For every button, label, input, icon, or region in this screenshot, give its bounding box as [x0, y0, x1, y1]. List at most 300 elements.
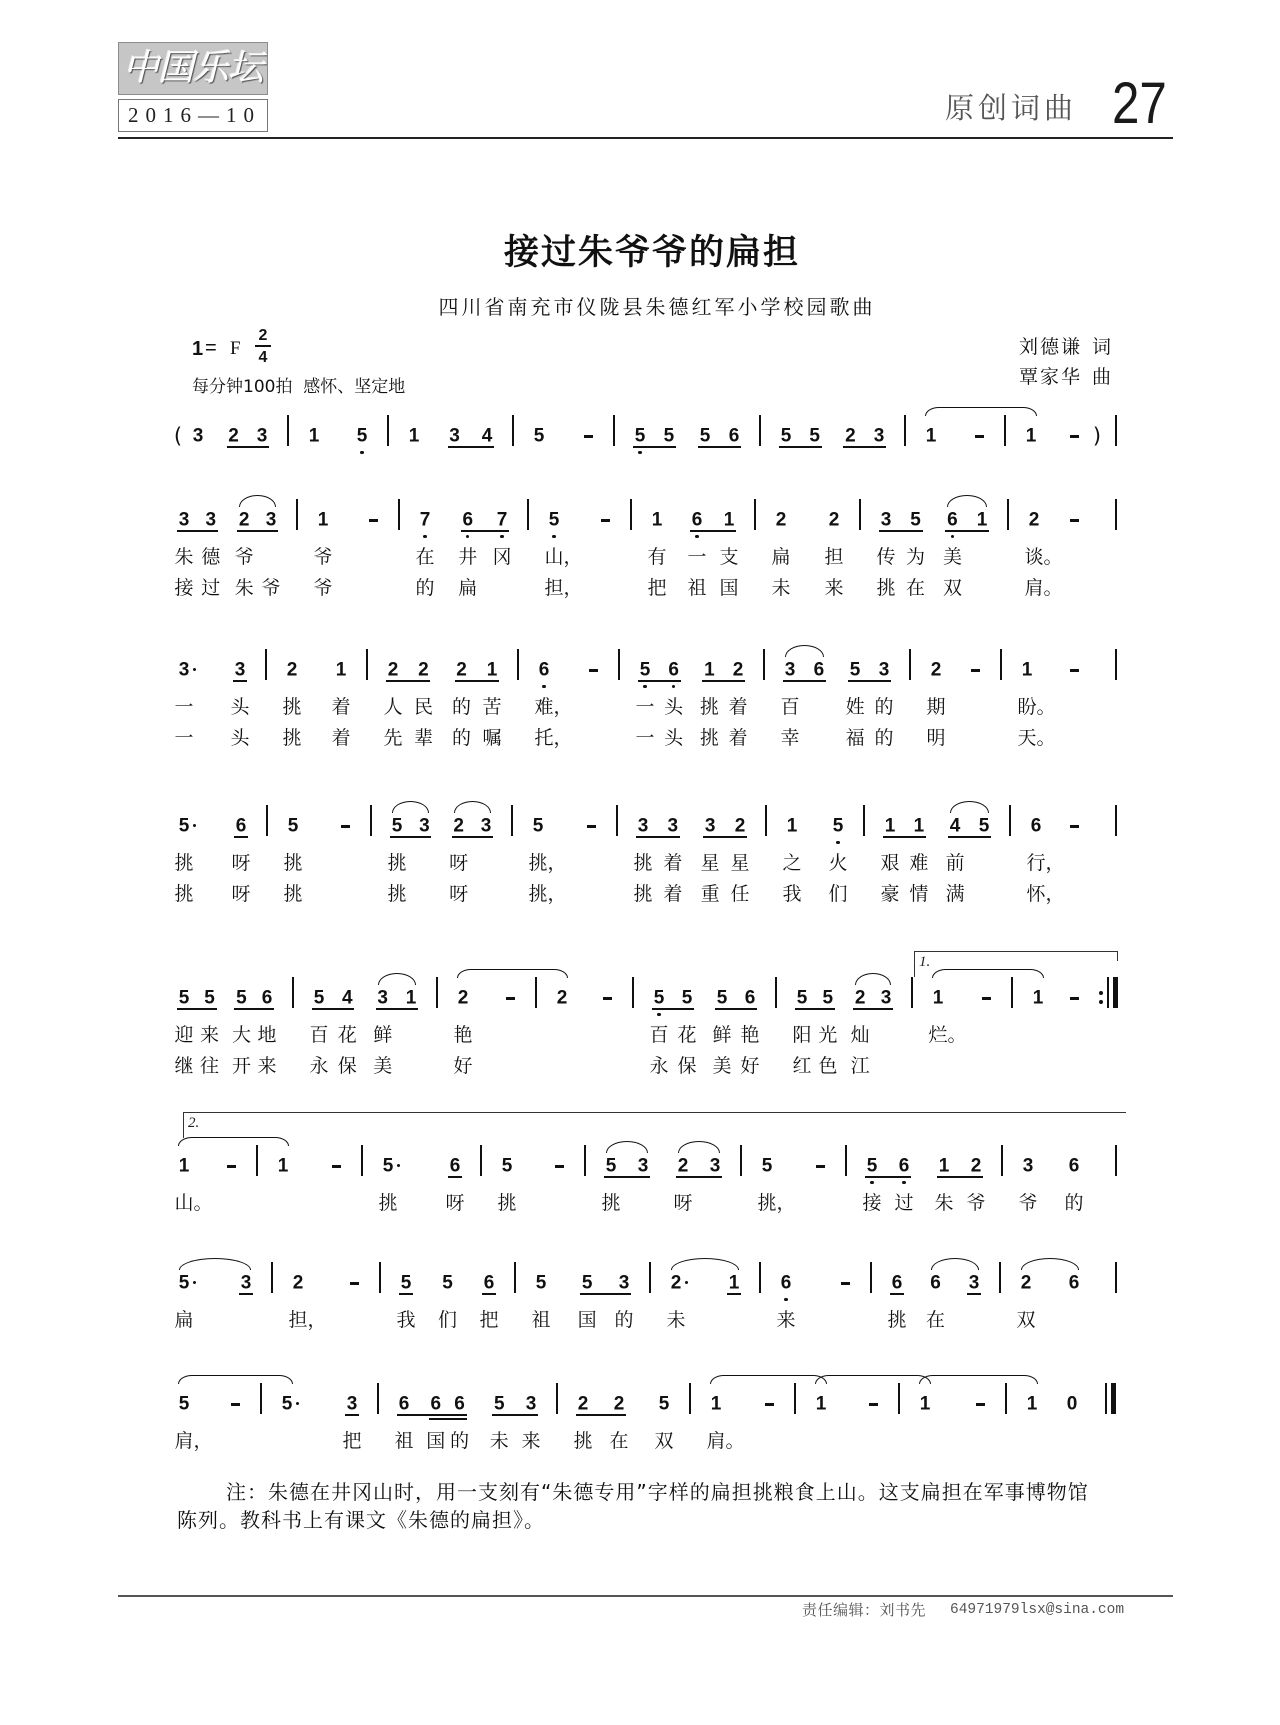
barline: [265, 649, 267, 680]
lyric-syllable: 辈: [413, 727, 433, 749]
eighth-underline: [865, 1176, 911, 1178]
augmentation-dot: [296, 1402, 299, 1405]
eighth-underline: [312, 1008, 354, 1010]
note-digit: 5: [978, 815, 990, 837]
lyric-syllable: 行，: [1026, 852, 1065, 874]
eighth-underline: [580, 1293, 631, 1295]
note-digit: 3: [178, 509, 190, 531]
note-digit: 5: [236, 987, 247, 1009]
lyric-syllable: 苦: [482, 696, 502, 718]
barline: [1115, 415, 1117, 446]
lyric-syllable: 爷: [261, 577, 281, 599]
augmentation-dot: [193, 1281, 196, 1284]
note-digit: 2: [613, 1393, 625, 1415]
lyric-syllable: 着: [331, 727, 351, 749]
lyric-syllable: 挑: [282, 727, 302, 749]
lyric-syllable: 把: [647, 577, 667, 599]
note-digit: 2: [1020, 1272, 1032, 1294]
note-digit: 3: [480, 815, 492, 837]
eighth-underline: [345, 1414, 359, 1416]
lyric-syllable: 满: [945, 883, 965, 905]
note-digit: 6: [891, 1272, 903, 1294]
note-digit: 1: [884, 815, 896, 837]
note-digit: 2: [457, 987, 469, 1009]
lyric-syllable: 把: [342, 1430, 362, 1452]
lyric-syllable: 挑，: [528, 852, 567, 874]
barline: [765, 805, 767, 836]
note-digit: 6: [235, 815, 247, 837]
eighth-underline: [636, 836, 680, 838]
lyric-syllable: 江: [850, 1055, 870, 1077]
note-digit: 6: [813, 659, 825, 681]
note-digit: 5: [634, 425, 646, 447]
note-digit: 5: [391, 815, 403, 837]
note-digit: 6: [454, 1393, 465, 1415]
low-octave-dot: [902, 1181, 905, 1184]
barline: [436, 977, 438, 1008]
lyric-syllable: 一: [635, 696, 655, 718]
lyric-syllable: 一: [687, 546, 707, 568]
note-digit: 5: [493, 1393, 505, 1415]
lyric-syllable: 挑: [497, 1192, 517, 1214]
low-octave-dot: [360, 451, 363, 454]
barline: [1115, 1262, 1117, 1293]
lyric-syllable: 地: [257, 1024, 277, 1046]
eighth-underline: [448, 446, 494, 448]
note-digit: 1: [932, 987, 944, 1009]
eighth-underline: [937, 1176, 983, 1178]
dash: [841, 1282, 850, 1285]
lyric-syllable: 未: [666, 1309, 686, 1331]
lyric-syllable: 挑: [876, 577, 896, 599]
note-digit: 5: [639, 659, 651, 681]
note-digit: 3: [178, 659, 190, 681]
barline: [584, 1145, 586, 1176]
barline-thick: [1113, 977, 1118, 1008]
note-digit: 5: [658, 1393, 670, 1415]
barline: [514, 1262, 516, 1293]
lyric-syllable: 来: [776, 1309, 796, 1331]
lyric-syllable: 嘱: [482, 727, 502, 749]
note-digit: 5: [849, 659, 861, 681]
note-digit: 5: [910, 509, 921, 531]
note-digit: 3: [704, 815, 716, 837]
key-tonic: 1: [192, 338, 204, 360]
note-digit: 2: [930, 659, 942, 681]
note-digit: 1: [919, 1393, 931, 1415]
song-title: 接过朱爷爷的扁担: [503, 232, 800, 273]
dash: [1070, 669, 1079, 672]
lyric-syllable: 百: [649, 1024, 669, 1046]
low-octave-dot: [870, 1181, 873, 1184]
note-digit: 1: [728, 1272, 740, 1294]
note-digit: 1: [976, 509, 988, 531]
lyric-syllable: 难: [909, 852, 929, 874]
low-octave-dot: [784, 1298, 787, 1301]
lyric-syllable: 姓: [845, 696, 865, 718]
open-parenthesis: (: [173, 424, 183, 448]
lyric-syllable: 怀，: [1026, 883, 1065, 905]
note-digit: 1: [308, 425, 320, 447]
note-digit: 7: [496, 509, 508, 531]
eighth-underline: [698, 446, 741, 448]
dash: [350, 1282, 359, 1285]
note-digit: 1: [786, 815, 798, 837]
lyric-syllable: 鲜: [712, 1024, 732, 1046]
eighth-underline: [461, 530, 509, 532]
lyric-syllable: 着: [663, 883, 683, 905]
barline: [632, 977, 634, 1008]
tempo-marking: 每分钟100拍 感怀、坚定地: [192, 377, 406, 397]
note-digit: 3: [240, 1272, 252, 1294]
song-subtitle: 四川省南充市仪陇县朱德红军小学校园歌曲: [438, 295, 876, 319]
lyric-syllable: 担，: [288, 1309, 327, 1331]
note-digit: 1: [1026, 1393, 1038, 1415]
lyric-syllable: 们: [828, 883, 848, 905]
note-digit: 6: [898, 1155, 910, 1177]
dash: [1070, 825, 1079, 828]
note-digit: 6: [538, 659, 550, 681]
note-digit: 5: [204, 987, 215, 1009]
note-digit: 4: [949, 815, 961, 837]
note-digit: 6: [462, 509, 474, 531]
barline: [511, 805, 513, 836]
lyric-syllable: 谈。: [1024, 546, 1063, 568]
lyric-syllable: 过: [894, 1192, 914, 1214]
lyric-syllable: 好: [453, 1055, 473, 1077]
note-digit: 4: [481, 425, 493, 447]
note-digit: 5: [809, 425, 820, 447]
eighth-underline: [702, 680, 745, 682]
note-digit: 1: [178, 1155, 190, 1177]
lyric-syllable: 头: [664, 727, 684, 749]
note-digit: 2: [670, 1272, 682, 1294]
slur-arc: [950, 801, 989, 813]
eighth-underline: [482, 1293, 496, 1295]
lyric-syllable: 任: [730, 883, 750, 905]
lyric-syllable: 挑: [282, 696, 302, 718]
note-digit: 1: [704, 659, 715, 681]
footnote-line: 陈列。教科书上有课文《朱德的扁担》。: [177, 1508, 545, 1532]
editor-email: 64971979lsx@sina.com: [950, 1602, 1125, 1618]
note-digit: 6: [691, 509, 703, 531]
eighth-underline: [234, 1008, 274, 1010]
slur-arc: [671, 1258, 739, 1270]
lyric-syllable: 爷: [313, 546, 333, 568]
barline: [859, 499, 861, 530]
note-digit: 1: [815, 1393, 827, 1415]
lyric-syllable: 们: [438, 1309, 458, 1331]
eighth-underline: [177, 530, 218, 532]
dash: [975, 435, 984, 438]
dash: [369, 519, 378, 522]
lyric-syllable: 在: [906, 577, 926, 599]
barline: [911, 977, 913, 1008]
lyric-syllable: 着: [331, 696, 351, 718]
note-digit: 5: [681, 987, 693, 1009]
note-digit: 6: [261, 987, 273, 1009]
note-digit: 5: [832, 815, 844, 837]
dash: [982, 997, 991, 1000]
barline: [740, 1145, 742, 1176]
magazine-logo: 中国乐坛: [118, 42, 268, 95]
volta-bracket: [183, 1112, 1126, 1138]
note-digit: 1: [925, 425, 937, 447]
close-parenthesis: ): [1092, 424, 1102, 448]
note-digit: 1: [317, 509, 329, 531]
lyric-syllable: 天。: [1017, 727, 1056, 749]
note-digit: 3: [968, 1272, 980, 1294]
lyric-syllable: 接: [862, 1192, 882, 1214]
lyric-syllable: 挑: [573, 1430, 593, 1452]
note-digit: 6: [1030, 815, 1042, 837]
lyric-syllable: 火: [828, 852, 848, 874]
lyric-syllable: 的: [415, 577, 435, 599]
barline: [1000, 649, 1002, 680]
repeat-dot: [1099, 1000, 1103, 1004]
dash: [231, 1403, 240, 1406]
lyric-syllable: 星: [730, 852, 750, 874]
footnote-line: 注：朱德在井冈山时，用一支刻有“朱德专用”字样的扁担挑粮食上山。这支扁担在军事博物馆: [226, 1480, 1089, 1504]
note-digit: 3: [637, 815, 649, 837]
barline: [845, 1145, 847, 1176]
note-digit: 5: [653, 987, 665, 1009]
lyric-syllable: 呀: [449, 852, 469, 874]
lyric-syllable: 美: [712, 1055, 732, 1077]
lyric-syllable: 一: [174, 727, 194, 749]
tie-arc: [178, 1375, 293, 1384]
note-digit: 1: [1025, 425, 1037, 447]
lyric-syllable: 迎: [174, 1024, 194, 1046]
lyric-syllable: 担: [824, 546, 844, 568]
note-digit: 5: [313, 987, 325, 1009]
lyric-syllable: 大: [231, 1024, 251, 1046]
lyric-syllable: 之: [782, 852, 802, 874]
lyric-syllable: 民: [413, 696, 433, 718]
eighth-underline: [234, 836, 248, 838]
lyric-syllable: 挑: [633, 852, 653, 874]
lyric-syllable: 保: [337, 1055, 357, 1077]
lyric-syllable: 挑: [174, 883, 194, 905]
low-octave-dot: [500, 535, 503, 538]
note-digit: 3: [205, 509, 217, 531]
note-digit: 2: [418, 659, 429, 681]
lyric-syllable: 扁: [771, 546, 791, 568]
lyricist-name: 刘德谦: [1018, 336, 1082, 358]
lyric-syllable: 未: [489, 1430, 509, 1452]
note-digit: 1: [408, 425, 420, 447]
volta-label: 2.: [188, 1115, 200, 1131]
barline: [292, 977, 294, 1008]
note-digit: 3: [449, 425, 460, 447]
lyric-syllable: 祖: [394, 1430, 414, 1452]
note-digit: 3: [709, 1155, 721, 1177]
note-digit: 6: [728, 425, 740, 447]
dash: [332, 1165, 341, 1168]
barline: [377, 1383, 379, 1414]
low-octave-dot: [466, 535, 469, 538]
note-digit: 2: [453, 815, 464, 837]
slur-arc: [678, 1141, 720, 1153]
lyric-syllable: 双: [654, 1430, 674, 1452]
lyric-syllable: 未: [771, 577, 791, 599]
barline: [898, 1383, 900, 1414]
note-digit: 2: [228, 425, 239, 447]
barline: [387, 415, 389, 446]
tie-arc: [815, 1375, 931, 1384]
note-digit: 1: [486, 659, 498, 681]
tie-arc: [925, 407, 1037, 416]
lyric-syllable: 挑: [387, 883, 407, 905]
note-digit: 1: [723, 509, 735, 531]
slur-arc: [179, 1258, 251, 1270]
lyric-syllable: 爷: [966, 1192, 986, 1214]
eighth-underline: [690, 530, 736, 532]
low-octave-dot: [552, 535, 555, 538]
barline: [1001, 1145, 1003, 1176]
slur-arc: [1021, 1258, 1079, 1270]
note-digit: 4: [342, 987, 353, 1009]
lyric-syllable: 朱: [234, 577, 254, 599]
barline: [863, 805, 865, 836]
lyric-syllable: 来: [824, 577, 844, 599]
lyric-syllable: 花: [677, 1024, 697, 1046]
note-digit: 3: [192, 425, 204, 447]
time-signature-bottom: 4: [258, 349, 268, 366]
note-digit: 2: [732, 659, 744, 681]
note-digit: 5: [178, 1272, 190, 1294]
note-digit: 2: [456, 659, 467, 681]
note-digit: 5: [501, 1155, 513, 1177]
lyric-syllable: 的: [450, 1430, 470, 1452]
eighth-underline: [779, 446, 822, 448]
dash: [816, 1165, 825, 1168]
lyric-syllable: 托，: [534, 727, 573, 749]
eighth-underline: [890, 1293, 904, 1295]
time-signature-top: 2: [258, 327, 268, 344]
note-digit: 3: [265, 509, 277, 531]
lyric-syllable: 扁: [174, 1309, 194, 1331]
barline: [1005, 1383, 1007, 1414]
lyric-syllable: 着: [728, 696, 748, 718]
note-digit: 1: [277, 1155, 289, 1177]
note-digit: 1: [335, 659, 347, 681]
barline: [754, 499, 756, 530]
augmentation-dot: [397, 1164, 400, 1167]
eighth-underline: [703, 836, 747, 838]
lyric-syllable: 美: [373, 1055, 393, 1077]
note-digit: 2: [292, 1272, 304, 1294]
slur-arc: [239, 495, 276, 507]
note-digit: 2: [286, 659, 298, 681]
slur-arc: [785, 645, 824, 657]
lyric-syllable: 在: [415, 546, 435, 568]
note-digit: 3: [618, 1272, 630, 1294]
lyric-syllable: 往: [200, 1055, 220, 1077]
eighth-underline: [452, 836, 493, 838]
note-digit: 1: [710, 1393, 722, 1415]
barline-thick: [1111, 1383, 1116, 1414]
note-digit: 2: [970, 1155, 982, 1177]
barline: [271, 1262, 273, 1293]
section-title: 原创词曲: [945, 91, 1078, 125]
lyric-syllable: 扁: [458, 577, 478, 599]
eighth-underline: [448, 1176, 462, 1178]
note-digit: 5: [761, 1155, 773, 1177]
lyric-syllable: 祖: [687, 577, 707, 599]
barline: [759, 415, 761, 446]
lyric-syllable: 永: [649, 1055, 669, 1077]
lyric-syllable: 有: [647, 546, 667, 568]
eighth-underline: [945, 530, 989, 532]
lyric-syllable: 福: [845, 727, 865, 749]
lyric-syllable: 星: [700, 852, 720, 874]
lyric-syllable: 山，: [544, 546, 583, 568]
lyric-syllable: 难，: [534, 696, 573, 718]
barline: [1115, 805, 1117, 836]
lyric-syllable: 呀: [231, 852, 251, 874]
note-digit: 6: [668, 659, 679, 681]
note-digit: 1: [1021, 659, 1033, 681]
note-digit: 2: [1028, 509, 1040, 531]
note-digit: 5: [548, 509, 560, 531]
lyric-syllable: 着: [663, 852, 683, 874]
lyric-syllable: 在: [609, 1430, 629, 1452]
barline: [517, 649, 519, 680]
low-octave-dot: [672, 685, 675, 688]
low-octave-dot: [423, 535, 426, 538]
barline: [1004, 415, 1006, 446]
note-digit: 3: [873, 425, 885, 447]
sixteenth-underline: [429, 1418, 467, 1420]
note-digit: 2: [577, 1393, 589, 1415]
barline: [556, 1383, 558, 1414]
lyric-syllable: 艳: [740, 1024, 760, 1046]
note-digit: 6: [483, 1272, 495, 1294]
lyric-syllable: 挑: [387, 852, 407, 874]
dash: [341, 825, 350, 828]
eighth-underline: [177, 1008, 217, 1010]
lyric-syllable: 头: [230, 696, 250, 718]
barline: [527, 499, 529, 530]
note-digit: 5: [356, 425, 368, 447]
note-digit: 6: [449, 1155, 461, 1177]
lyric-syllable: 爷: [1018, 1192, 1038, 1214]
note-digit: 6: [430, 1393, 442, 1415]
lyric-syllable: 头: [664, 696, 684, 718]
eighth-underline: [795, 1008, 835, 1010]
dash: [227, 1165, 236, 1168]
low-octave-dot: [542, 685, 545, 688]
note-digit: 3: [525, 1393, 537, 1415]
barline: [904, 415, 906, 446]
note-digit: 5: [382, 1155, 394, 1177]
barline: [256, 1145, 258, 1176]
eighth-underline: [390, 836, 431, 838]
dash: [506, 997, 515, 1000]
lyric-syllable: 的: [1064, 1192, 1084, 1214]
lyric-syllable: 先: [383, 727, 403, 749]
eighth-underline: [633, 446, 676, 448]
composer-name: 覃家华: [1018, 366, 1082, 388]
note-digit: 2: [734, 815, 746, 837]
dash: [869, 1403, 878, 1406]
note-digit: 2: [845, 425, 856, 447]
eighth-underline: [652, 1008, 694, 1010]
lyric-syllable: 爷: [234, 546, 254, 568]
low-octave-dot: [836, 841, 839, 844]
lyric-syllable: 好: [740, 1055, 760, 1077]
